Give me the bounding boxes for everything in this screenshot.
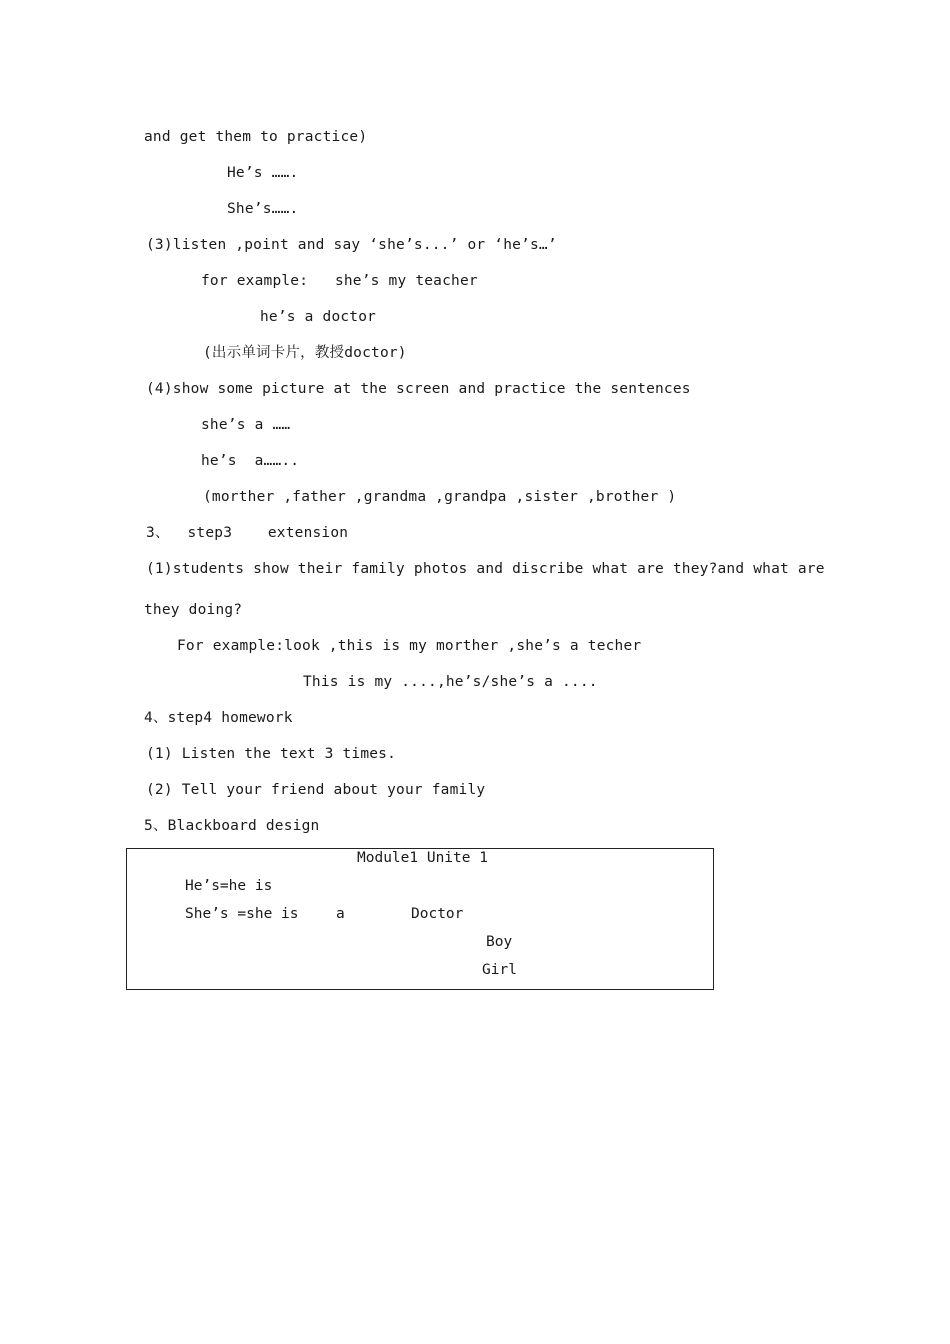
text-line: she’s a ……: [201, 417, 291, 433]
board-word: a: [336, 906, 345, 922]
text-line: She’s…….: [227, 201, 299, 217]
text-line: he’s a……..: [201, 453, 300, 469]
section-heading: 3、 step3 extension: [146, 525, 349, 541]
text-line: This is my ....,he’s/she’s a ....: [303, 674, 598, 690]
board-line: She’s =she is: [185, 906, 299, 922]
blackboard-design-box: [126, 848, 714, 990]
text-line: (出示单词卡片，教授doctor): [203, 345, 407, 361]
board-word: Boy: [486, 934, 513, 950]
text-line: (4)show some picture at the screen and practice the sentences: [146, 381, 691, 397]
text-line: they doing?: [144, 602, 243, 618]
section-heading: 4、step4 homework: [144, 710, 293, 726]
text-line: For example:look ,this is my morther ,she’s a techer: [177, 638, 642, 654]
text-line: (1)students show their family photos and discribe what are they?and what are: [146, 561, 825, 577]
section-heading: 5、Blackboard design: [144, 818, 320, 834]
text-line: and get them to practice): [144, 129, 368, 145]
text-line: he’s a doctor: [260, 309, 377, 325]
text-line: He’s …….: [227, 165, 299, 181]
text-line: (morther ,father ,grandma ,grandpa ,sister ,brother ): [203, 489, 677, 505]
text-line: (3)listen ,point and say ‘she’s...’ or ‘he’s…’: [146, 237, 557, 253]
text-line: (2) Tell your friend about your family: [146, 782, 486, 798]
board-title: Module1 Unite 1: [357, 850, 488, 866]
board-line: He’s=he is: [185, 878, 273, 894]
board-word: Doctor: [411, 906, 464, 922]
board-word: Girl: [482, 962, 517, 978]
text-line: (1) Listen the text 3 times.: [146, 746, 397, 762]
text-line: for example: she’s my teacher: [201, 273, 478, 289]
